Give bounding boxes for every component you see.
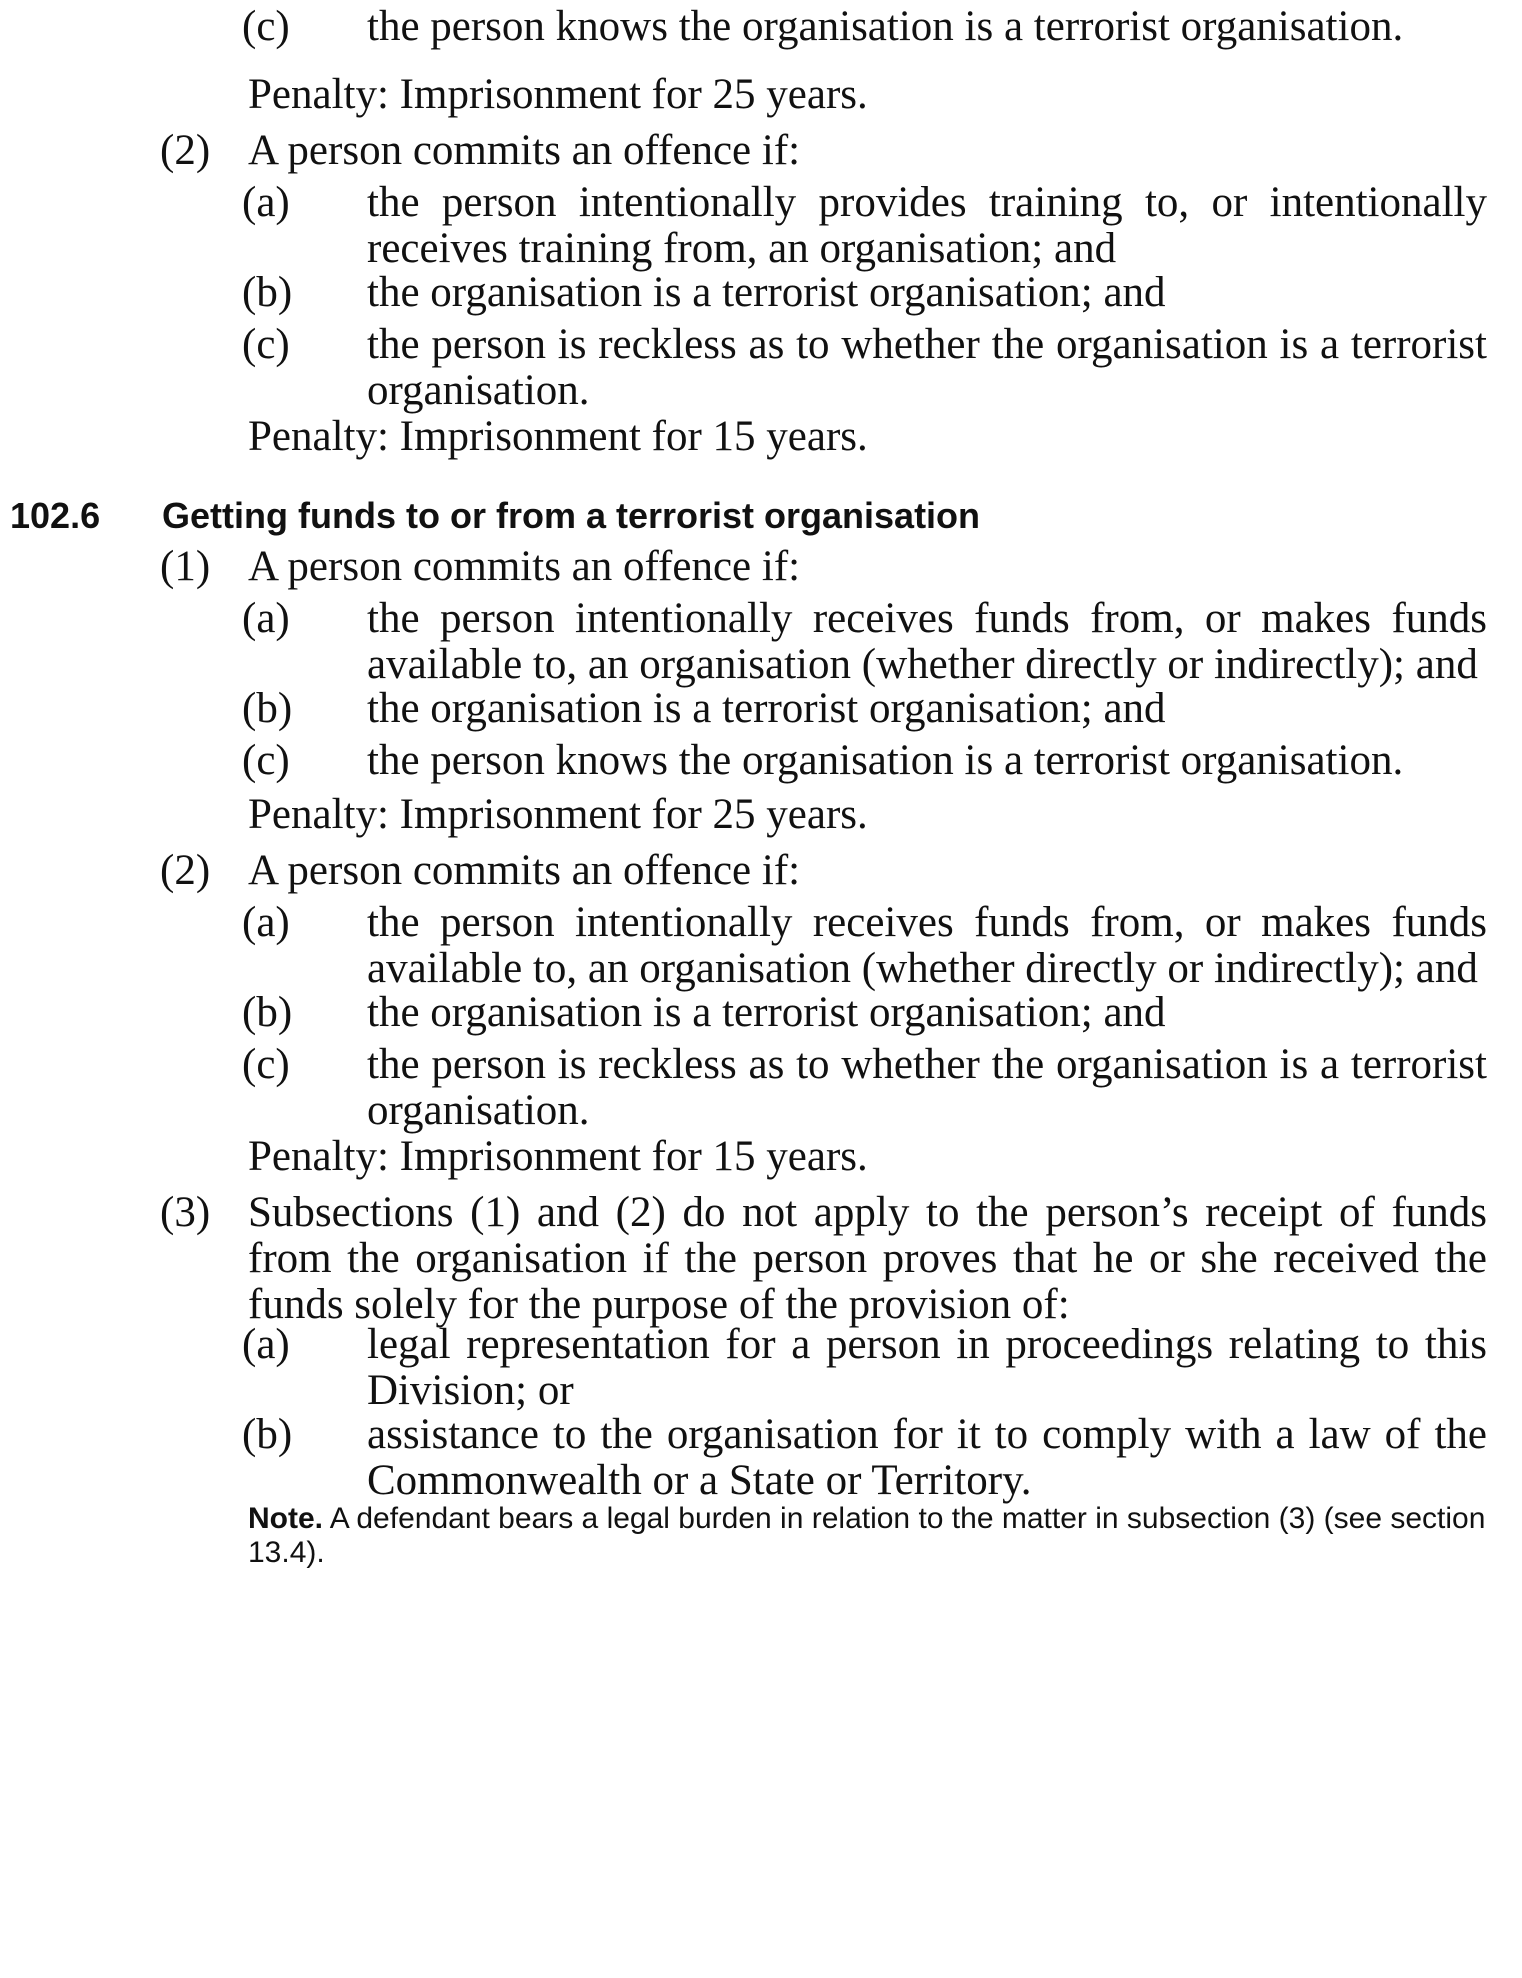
subsection-number: (2) [160, 127, 211, 174]
paragraph-label: (a) [242, 1321, 290, 1368]
penalty-25-years: Penalty: Imprisonment for 25 years. [248, 71, 868, 118]
subsection-number: (2) [160, 847, 211, 894]
note-text: A defendant bears a legal burden in relation to the matter in subsection (3) (see section 13.4). [248, 1502, 1486, 1569]
paragraph-text: assistance to the organisation for it to comply with a law of the Commonwealth or a State or Territory. [367, 1411, 1487, 1504]
paragraph-label: (b) [242, 989, 293, 1036]
subsection-number: (1) [160, 543, 211, 590]
subsection-intro: A person commits an offence if: [248, 847, 801, 894]
paragraph-label: (b) [242, 1411, 293, 1458]
paragraph-text: the person intentionally receives funds from, or makes funds available to, an organisation (whether directly or indirectly); and [367, 595, 1487, 688]
paragraph-text: the person is reckless as to whether the organisation is a terrorist organisation. [367, 321, 1487, 414]
subsection-intro: Subsections (1) and (2) do not apply to the person’s receipt of funds from the organisation if the person proves that he or she received the funds solely for the purpose of the provision of: [248, 1189, 1487, 1328]
paragraph-label: (a) [242, 899, 290, 946]
paragraph-label: (a) [242, 179, 290, 226]
subsection-intro: A person commits an offence if: [248, 543, 801, 590]
subsection-intro: A person commits an offence if: [248, 127, 801, 174]
paragraph-text: the person is reckless as to whether the organisation is a terrorist organisation. [367, 1041, 1487, 1134]
note-label: Note. [248, 1502, 323, 1535]
paragraph-label: (c) [242, 3, 290, 50]
paragraph-text: the organisation is a terrorist organisation; and [367, 989, 1166, 1036]
paragraph-text: the person knows the organisation is a terrorist organisation. [367, 3, 1404, 50]
paragraph-label: (c) [242, 737, 290, 784]
penalty-15-years: Penalty: Imprisonment for 15 years. [248, 1133, 868, 1180]
paragraph-label: (a) [242, 595, 290, 642]
paragraph-label: (c) [242, 321, 290, 368]
penalty-15-years: Penalty: Imprisonment for 15 years. [248, 413, 868, 460]
penalty-25-years: Penalty: Imprisonment for 25 years. [248, 791, 868, 838]
paragraph-text: the organisation is a terrorist organisation; and [367, 685, 1166, 732]
paragraph-text: legal representation for a person in proceedings relating to this Division; or [367, 1321, 1487, 1414]
paragraph-text: the person intentionally receives funds from, or makes funds available to, an organisation (whether directly or indirectly); and [367, 899, 1487, 992]
paragraph-label: (b) [242, 269, 293, 316]
paragraph-text: the person knows the organisation is a terrorist organisation. [367, 737, 1404, 784]
paragraph-text: the person intentionally provides training to, or intentionally receives training from, an organisation; and [367, 179, 1487, 272]
section-title: Getting funds to or from a terrorist organisation [162, 495, 981, 536]
section-number: 102.6 [10, 495, 101, 536]
subsection-number: (3) [160, 1189, 211, 1236]
note [248, 1502, 1488, 1570]
paragraph-label: (b) [242, 685, 293, 732]
paragraph-text: the organisation is a terrorist organisation; and [367, 269, 1166, 316]
paragraph-label: (c) [242, 1041, 290, 1088]
